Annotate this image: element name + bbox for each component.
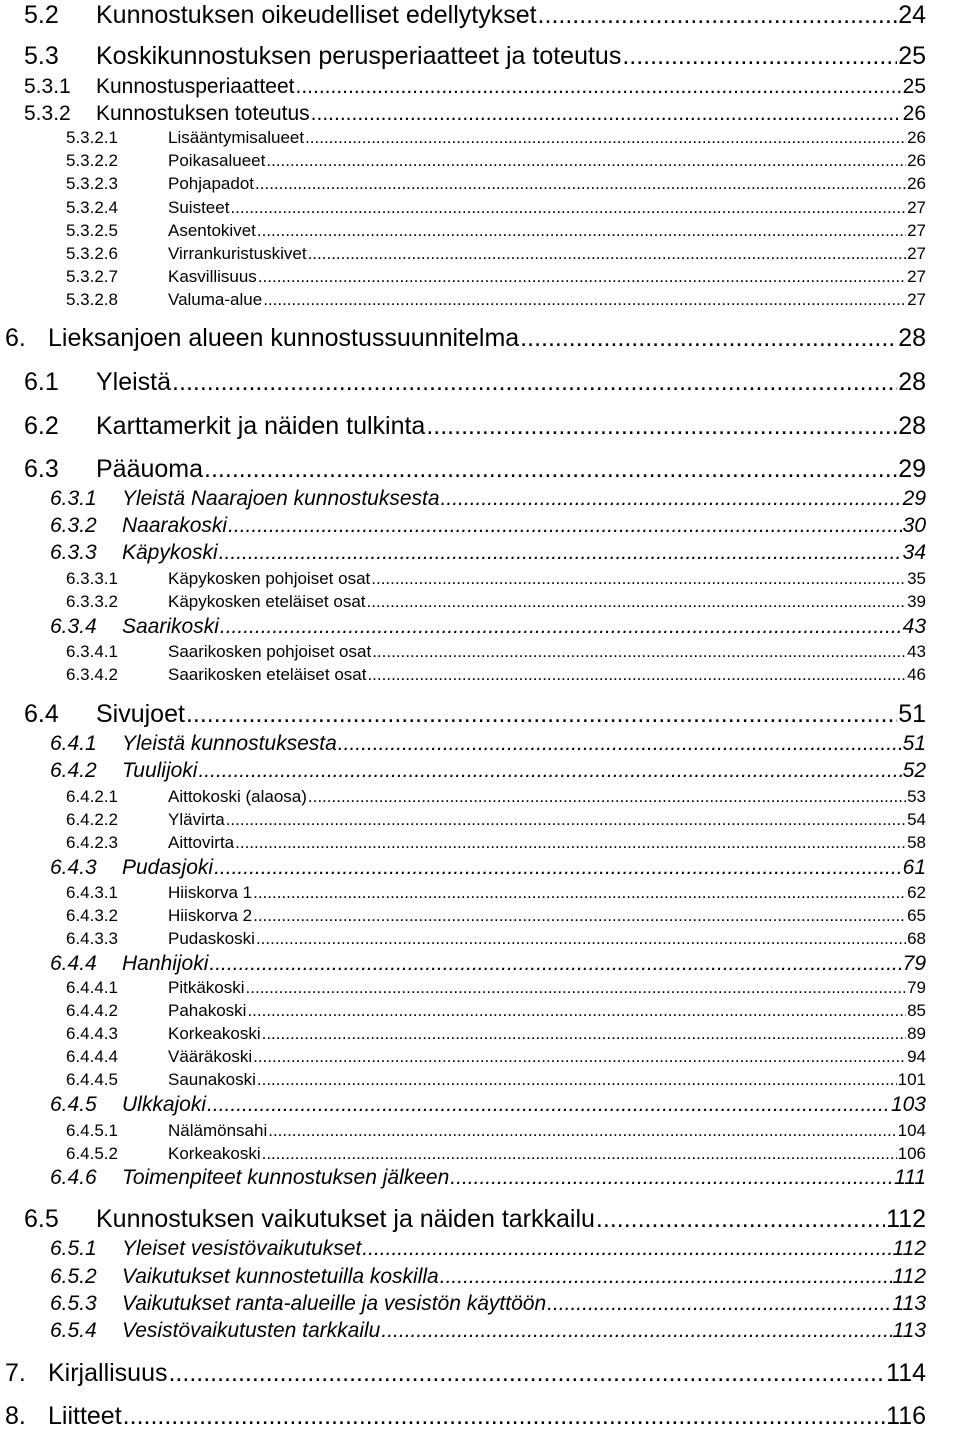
toc-entry[interactable] (5, 1404, 926, 1429)
toc-entry-page: 51 (898, 700, 926, 728)
toc-entry-number: 5.3.1 (24, 75, 71, 98)
toc-leader-dots (362, 1238, 891, 1259)
toc-entry-number: 6.4.3.2 (66, 906, 118, 925)
toc-entry[interactable] (66, 152, 926, 169)
toc-entry-page: 27 (907, 198, 926, 217)
toc-entry[interactable] (66, 1145, 926, 1162)
toc-entry-title: Kunnostusperiaatteet (96, 75, 295, 98)
toc-entry-number: 7. (5, 1359, 26, 1387)
toc-entry-number: 6.3.4.1 (66, 642, 118, 661)
toc-entry-number: 5.3.2.6 (66, 244, 118, 263)
toc-entry-page: 28 (898, 324, 926, 352)
toc-entry-title: Saunakoski (168, 1070, 256, 1089)
toc-entry-page: 104 (897, 1121, 926, 1140)
toc-leader-dots (253, 907, 906, 924)
toc-entry[interactable] (66, 884, 926, 901)
toc-entry[interactable] (66, 1025, 926, 1042)
toc-entry-page: 43 (902, 615, 926, 638)
toc-entry-number: 6.4 (24, 700, 59, 728)
toc-entry-page: 112 (892, 1265, 926, 1288)
toc-entry[interactable] (50, 857, 926, 878)
toc-entry-title: Vaikutukset ranta-alueille ja vesistön käyttöön (122, 1292, 547, 1315)
toc-leader-dots (209, 953, 901, 974)
toc-entry[interactable] (24, 702, 926, 727)
toc-entry[interactable] (24, 457, 926, 482)
toc-entry-number: 6.3.1 (50, 487, 97, 510)
toc-entry-number: 5.3.2.8 (66, 290, 118, 309)
toc-leader-dots (311, 103, 902, 124)
toc-entry-title: Suisteet (168, 198, 230, 217)
toc-entry-title: Saarikosken pohjoiset osat (168, 642, 372, 661)
toc-leader-dots (596, 1207, 885, 1232)
toc-entry-number: 5.3.2.4 (66, 198, 118, 217)
toc-entry-title: Nälämönsahi (168, 1121, 268, 1140)
toc-entry[interactable] (66, 643, 926, 660)
toc-leader-dots (262, 1145, 897, 1162)
toc-entry-number: 6.4.1 (50, 732, 97, 755)
toc-entry[interactable] (24, 370, 926, 395)
toc-leader-dots (268, 1122, 896, 1139)
toc-entry-number: 6.3.2 (50, 514, 97, 537)
toc-leader-dots (258, 268, 906, 285)
toc-leader-dots (338, 733, 902, 754)
toc-entry-number: 5.3.2.2 (66, 151, 118, 170)
toc-leader-dots (186, 702, 897, 727)
toc-entry-page: 106 (897, 1144, 926, 1163)
toc-entry[interactable] (66, 834, 926, 851)
toc-entry[interactable] (66, 570, 926, 587)
toc-entry[interactable] (50, 616, 926, 637)
toc-entry-title: Liitteet (48, 1402, 122, 1430)
toc-entry[interactable] (66, 175, 926, 192)
toc-entry-title: Ylävirta (168, 810, 225, 829)
toc-entry[interactable] (24, 103, 926, 124)
toc-entry[interactable] (50, 760, 926, 781)
toc-entry-title: Yleiset vesistövaikutukset (122, 1237, 362, 1260)
toc-entry-title: Koskikunnostuksen perusperiaatteet ja toteutus (96, 42, 622, 70)
toc-leader-dots (367, 593, 907, 610)
toc-entry[interactable] (66, 907, 926, 924)
toc-leader-dots (230, 199, 906, 216)
toc-entry[interactable] (50, 1094, 926, 1115)
toc-entry-page: 103 (890, 1093, 926, 1116)
toc-entry-title: Lieksanjoen alueen kunnostussuunnitelma (48, 324, 520, 352)
toc-entry-page: 58 (907, 833, 926, 852)
toc-entry-number: 6. (5, 324, 26, 352)
toc-leader-dots (440, 1266, 892, 1287)
toc-entry-title: Pudaskoski (168, 929, 255, 948)
toc-entry-title: Pahakoski (168, 1001, 247, 1020)
toc-entry-page: 28 (898, 368, 926, 396)
toc-entry-page: 52 (902, 759, 926, 782)
toc-leader-dots (295, 76, 901, 97)
toc-entry[interactable] (66, 811, 926, 828)
toc-entry[interactable] (66, 666, 926, 683)
toc-entry-title: Vääräkoski (168, 1047, 253, 1066)
toc-entry-page: 35 (907, 569, 926, 588)
toc-leader-dots (247, 1002, 906, 1019)
toc-entry-page: 26 (907, 151, 926, 170)
toc-entry-number: 6.4.4.3 (66, 1024, 118, 1043)
toc-entry-title: Lisääntymisalueet (168, 128, 305, 147)
toc-entry-title: Käpykosken eteläiset osat (168, 592, 366, 611)
toc-entry-page: 30 (902, 514, 926, 537)
toc-entry[interactable] (5, 1361, 926, 1386)
toc-entry[interactable] (50, 1320, 926, 1341)
toc-leader-dots (441, 488, 902, 509)
toc-entry[interactable] (24, 44, 926, 69)
toc-entry-title: Hiiskorva 1 (168, 883, 253, 902)
toc-entry-number: 5.3.2.7 (66, 267, 118, 286)
toc-entry-page: 25 (898, 42, 926, 70)
toc-leader-dots (622, 44, 897, 69)
toc-entry-number: 6.4.3.1 (66, 883, 118, 902)
toc-entry-page: 111 (894, 1166, 926, 1189)
toc-leader-dots (308, 245, 907, 262)
toc-entry[interactable] (50, 1293, 926, 1314)
toc-entry-page: 94 (907, 1047, 926, 1066)
toc-entry-number: 6.4.2.3 (66, 833, 118, 852)
toc-entry[interactable] (24, 3, 926, 28)
toc-leader-dots (262, 1025, 906, 1042)
toc-entry-page: 29 (898, 455, 926, 483)
toc-leader-dots (198, 760, 901, 781)
toc-entry-number: 6.4.5.1 (66, 1121, 118, 1140)
toc-entry[interactable] (66, 268, 926, 285)
toc-entry-number: 6.1 (24, 368, 59, 396)
toc-entry-title: Aittokoski (alaosa) (168, 787, 307, 806)
toc-entry-page: 65 (907, 906, 926, 925)
toc-entry-page: 113 (892, 1319, 926, 1342)
toc-entry-page: 24 (898, 1, 926, 29)
toc-entry-number: 6.5.2 (50, 1265, 97, 1288)
toc-entry-title: Yleistä (96, 368, 172, 396)
toc-leader-dots (305, 129, 906, 146)
toc-entry-page: 43 (907, 642, 926, 661)
toc-entry-number: 6.4.4.2 (66, 1001, 118, 1020)
toc-entry-page: 113 (892, 1292, 926, 1315)
toc-entry-number: 6.4.5.2 (66, 1144, 118, 1163)
toc-entry-number: 5.3.2.1 (66, 128, 118, 147)
toc-leader-dots (263, 291, 906, 308)
toc-entry-number: 5.3.2.3 (66, 174, 118, 193)
toc-entry-page: 26 (907, 128, 926, 147)
toc-entry[interactable] (50, 953, 926, 974)
toc-entry[interactable] (50, 515, 926, 536)
toc-entry-number: 8. (5, 1402, 26, 1430)
toc-entry-number: 5.2 (24, 1, 59, 29)
toc-entry-page: 27 (907, 221, 926, 240)
toc-entry[interactable] (66, 245, 926, 262)
toc-entry-number: 6.4.2.1 (66, 787, 118, 806)
toc-entry-title: Yleistä kunnostuksesta (122, 732, 337, 755)
toc-entry-title: Poikasalueet (168, 151, 266, 170)
toc-entry-title: Sivujoet (96, 700, 185, 728)
toc-entry[interactable] (66, 979, 926, 996)
toc-entry-page: 89 (907, 1024, 926, 1043)
toc-leader-dots (220, 616, 902, 637)
toc-entry-page: 79 (907, 978, 926, 997)
toc-entry[interactable] (66, 1071, 926, 1088)
toc-entry-title: Saarikosken eteläiset osat (168, 665, 367, 684)
toc-leader-dots (372, 643, 906, 660)
toc-entry-title: Naarakoski (122, 514, 228, 537)
toc-entry-title: Kasvillisuus (168, 267, 257, 286)
toc-leader-dots (371, 570, 906, 587)
toc-leader-dots (450, 1167, 893, 1188)
toc-entry-title: Käpykoski (122, 541, 218, 564)
toc-leader-dots (235, 834, 906, 851)
toc-entry-number: 5.3 (24, 42, 59, 70)
toc-leader-dots (426, 414, 897, 439)
toc-entry-title: Kirjallisuus (48, 1359, 168, 1387)
toc-entry-title: Valuma-alue (168, 290, 263, 309)
toc-entry-number: 6.4.3 (50, 856, 97, 879)
toc-entry-page: 79 (902, 952, 926, 975)
toc-entry-title: Käpykosken pohjoiset osat (168, 569, 371, 588)
toc-entry-number: 6.3.4 (50, 615, 97, 638)
toc-entry-page: 26 (907, 174, 926, 193)
toc-entry-page: 27 (907, 290, 926, 309)
toc-entry-title: Pitkäkoski (168, 978, 245, 997)
toc-entry-number: 6.4.2 (50, 759, 97, 782)
toc-entry-title: Saarikoski (122, 615, 219, 638)
toc-entry-page: 27 (907, 267, 926, 286)
toc-entry-number: 6.5 (24, 1205, 59, 1233)
toc-leader-dots (168, 1361, 885, 1386)
toc-entry[interactable] (66, 129, 926, 146)
toc-entry-number: 5.3.2.5 (66, 221, 118, 240)
toc-leader-dots (381, 1320, 891, 1341)
toc-entry-title: Asentokivet (168, 221, 256, 240)
toc-entry[interactable] (50, 542, 926, 563)
toc-entry-title: Hanhijoki (122, 952, 209, 975)
toc-entry-title: Pudasjoki (122, 856, 214, 879)
toc-entry-number: 6.3.4.2 (66, 665, 118, 684)
toc-entry-number: 6.2 (24, 412, 59, 440)
toc-entry[interactable] (24, 76, 926, 97)
toc-entry-number: 6.4.4.1 (66, 978, 118, 997)
toc-leader-dots (123, 1404, 885, 1429)
toc-entry[interactable] (24, 1207, 926, 1232)
toc-leader-dots (253, 884, 906, 901)
toc-entry-page: 34 (902, 541, 926, 564)
toc-leader-dots (547, 1293, 891, 1314)
toc-leader-dots (207, 1094, 890, 1115)
toc-entry-page: 25 (902, 75, 926, 98)
toc-entry-number: 6.4.4.4 (66, 1047, 118, 1066)
toc-entry-page: 62 (907, 883, 926, 902)
toc-entry-title: Kunnostuksen toteutus (96, 102, 310, 125)
toc-entry-page: 85 (907, 1001, 926, 1020)
toc-entry[interactable] (66, 222, 926, 239)
toc-entry-number: 6.4.4.5 (66, 1070, 118, 1089)
toc-entry[interactable] (50, 733, 926, 754)
toc-leader-dots (219, 542, 902, 563)
toc-entry-page: 116 (886, 1402, 926, 1430)
toc-leader-dots (266, 152, 906, 169)
toc-entry-title: Kunnostuksen vaikutukset ja näiden tarkkailu (96, 1205, 595, 1233)
toc-entry-number: 6.3.3.2 (66, 592, 118, 611)
toc-entry-number: 6.5.1 (50, 1237, 97, 1260)
toc-entry-page: 61 (902, 856, 926, 879)
toc-entry-page: 29 (902, 487, 926, 510)
toc-leader-dots (226, 811, 906, 828)
toc-leader-dots (255, 175, 906, 192)
toc-entry[interactable] (66, 291, 926, 308)
toc-entry-title: Ulkkajoki (122, 1093, 207, 1116)
toc-entry-number: 6.3.3 (50, 541, 97, 564)
toc-entry-title: Korkeakoski (168, 1144, 261, 1163)
toc-entry-page: 101 (897, 1070, 926, 1089)
toc-entry-title: Hiiskorva 2 (168, 906, 253, 925)
toc-entry-page: 27 (907, 244, 926, 263)
toc-entry-number: 6.5.3 (50, 1292, 97, 1315)
toc-entry-title: Karttamerkit ja näiden tulkinta (96, 412, 426, 440)
toc-entry[interactable] (66, 930, 926, 947)
toc-entry-page: 26 (902, 102, 926, 125)
toc-entry-title: Pohjapadot (168, 174, 255, 193)
toc-entry-title: Vaikutukset kunnostetuilla koskilla (122, 1265, 439, 1288)
toc-entry-number: 6.3 (24, 455, 59, 483)
toc-entry[interactable] (66, 788, 926, 805)
toc-leader-dots (308, 788, 906, 805)
toc-entry-title: Toimenpiteet kunnostuksen jälkeen (122, 1166, 450, 1189)
toc-entry-page: 112 (892, 1237, 926, 1260)
toc-leader-dots (257, 222, 906, 239)
toc-entry[interactable] (50, 488, 926, 509)
toc-entry-number: 6.4.6 (50, 1166, 97, 1189)
toc-entry-title: Pääuoma (96, 455, 204, 483)
toc-entry-page: 53 (907, 787, 926, 806)
toc-entry-number: 6.4.4 (50, 952, 97, 975)
toc-entry-page: 51 (902, 732, 926, 755)
toc-entry[interactable] (66, 1048, 926, 1065)
toc-entry-number: 6.4.5 (50, 1093, 97, 1116)
toc-entry-page: 114 (886, 1359, 926, 1387)
toc-leader-dots (246, 979, 907, 996)
toc-entry-title: Tuulijoki (122, 759, 198, 782)
toc-leader-dots (256, 930, 906, 947)
toc-entry-number: 6.5.4 (50, 1319, 97, 1342)
toc-entry-page: 39 (907, 592, 926, 611)
toc-entry-number: 5.3.2 (24, 102, 71, 125)
toc-leader-dots (520, 326, 897, 351)
toc-entry[interactable] (50, 1238, 926, 1259)
toc-entry-title: Aittovirta (168, 833, 235, 852)
toc-entry-page: 54 (907, 810, 926, 829)
toc-leader-dots (228, 515, 902, 536)
toc-entry-page: 46 (907, 665, 926, 684)
toc-leader-dots (257, 1071, 897, 1088)
toc-entry-page: 68 (907, 929, 926, 948)
toc-leader-dots (172, 370, 897, 395)
toc-entry-title: Kunnostuksen oikeudelliset edellytykset (96, 1, 537, 29)
toc-entry-title: Korkeakoski (168, 1024, 261, 1043)
toc-entry-number: 6.3.3.1 (66, 569, 118, 588)
toc-leader-dots (204, 457, 897, 482)
toc-entry-page: 112 (886, 1205, 926, 1233)
toc-leader-dots (367, 666, 906, 683)
toc-leader-dots (214, 857, 902, 878)
toc-entry[interactable] (50, 1266, 926, 1287)
toc-entry-title: Virrankuristuskivet (168, 244, 307, 263)
toc-entry[interactable] (66, 1002, 926, 1019)
toc-entry-title: Yleistä Naarajoen kunnostuksesta (122, 487, 440, 510)
toc-entry-title: Vesistövaikutusten tarkkailu (122, 1319, 381, 1342)
toc-entry-page: 28 (898, 412, 926, 440)
toc-entry[interactable] (5, 326, 926, 351)
toc-entry[interactable] (66, 593, 926, 610)
toc-entry[interactable] (50, 1167, 926, 1188)
toc-entry-number: 6.4.2.2 (66, 810, 118, 829)
toc-leader-dots (253, 1048, 906, 1065)
toc-leader-dots (538, 3, 898, 28)
toc-entry[interactable] (24, 414, 926, 439)
toc-entry[interactable] (66, 1122, 926, 1139)
toc-entry-number: 6.4.3.3 (66, 929, 118, 948)
toc-entry[interactable] (66, 199, 926, 216)
